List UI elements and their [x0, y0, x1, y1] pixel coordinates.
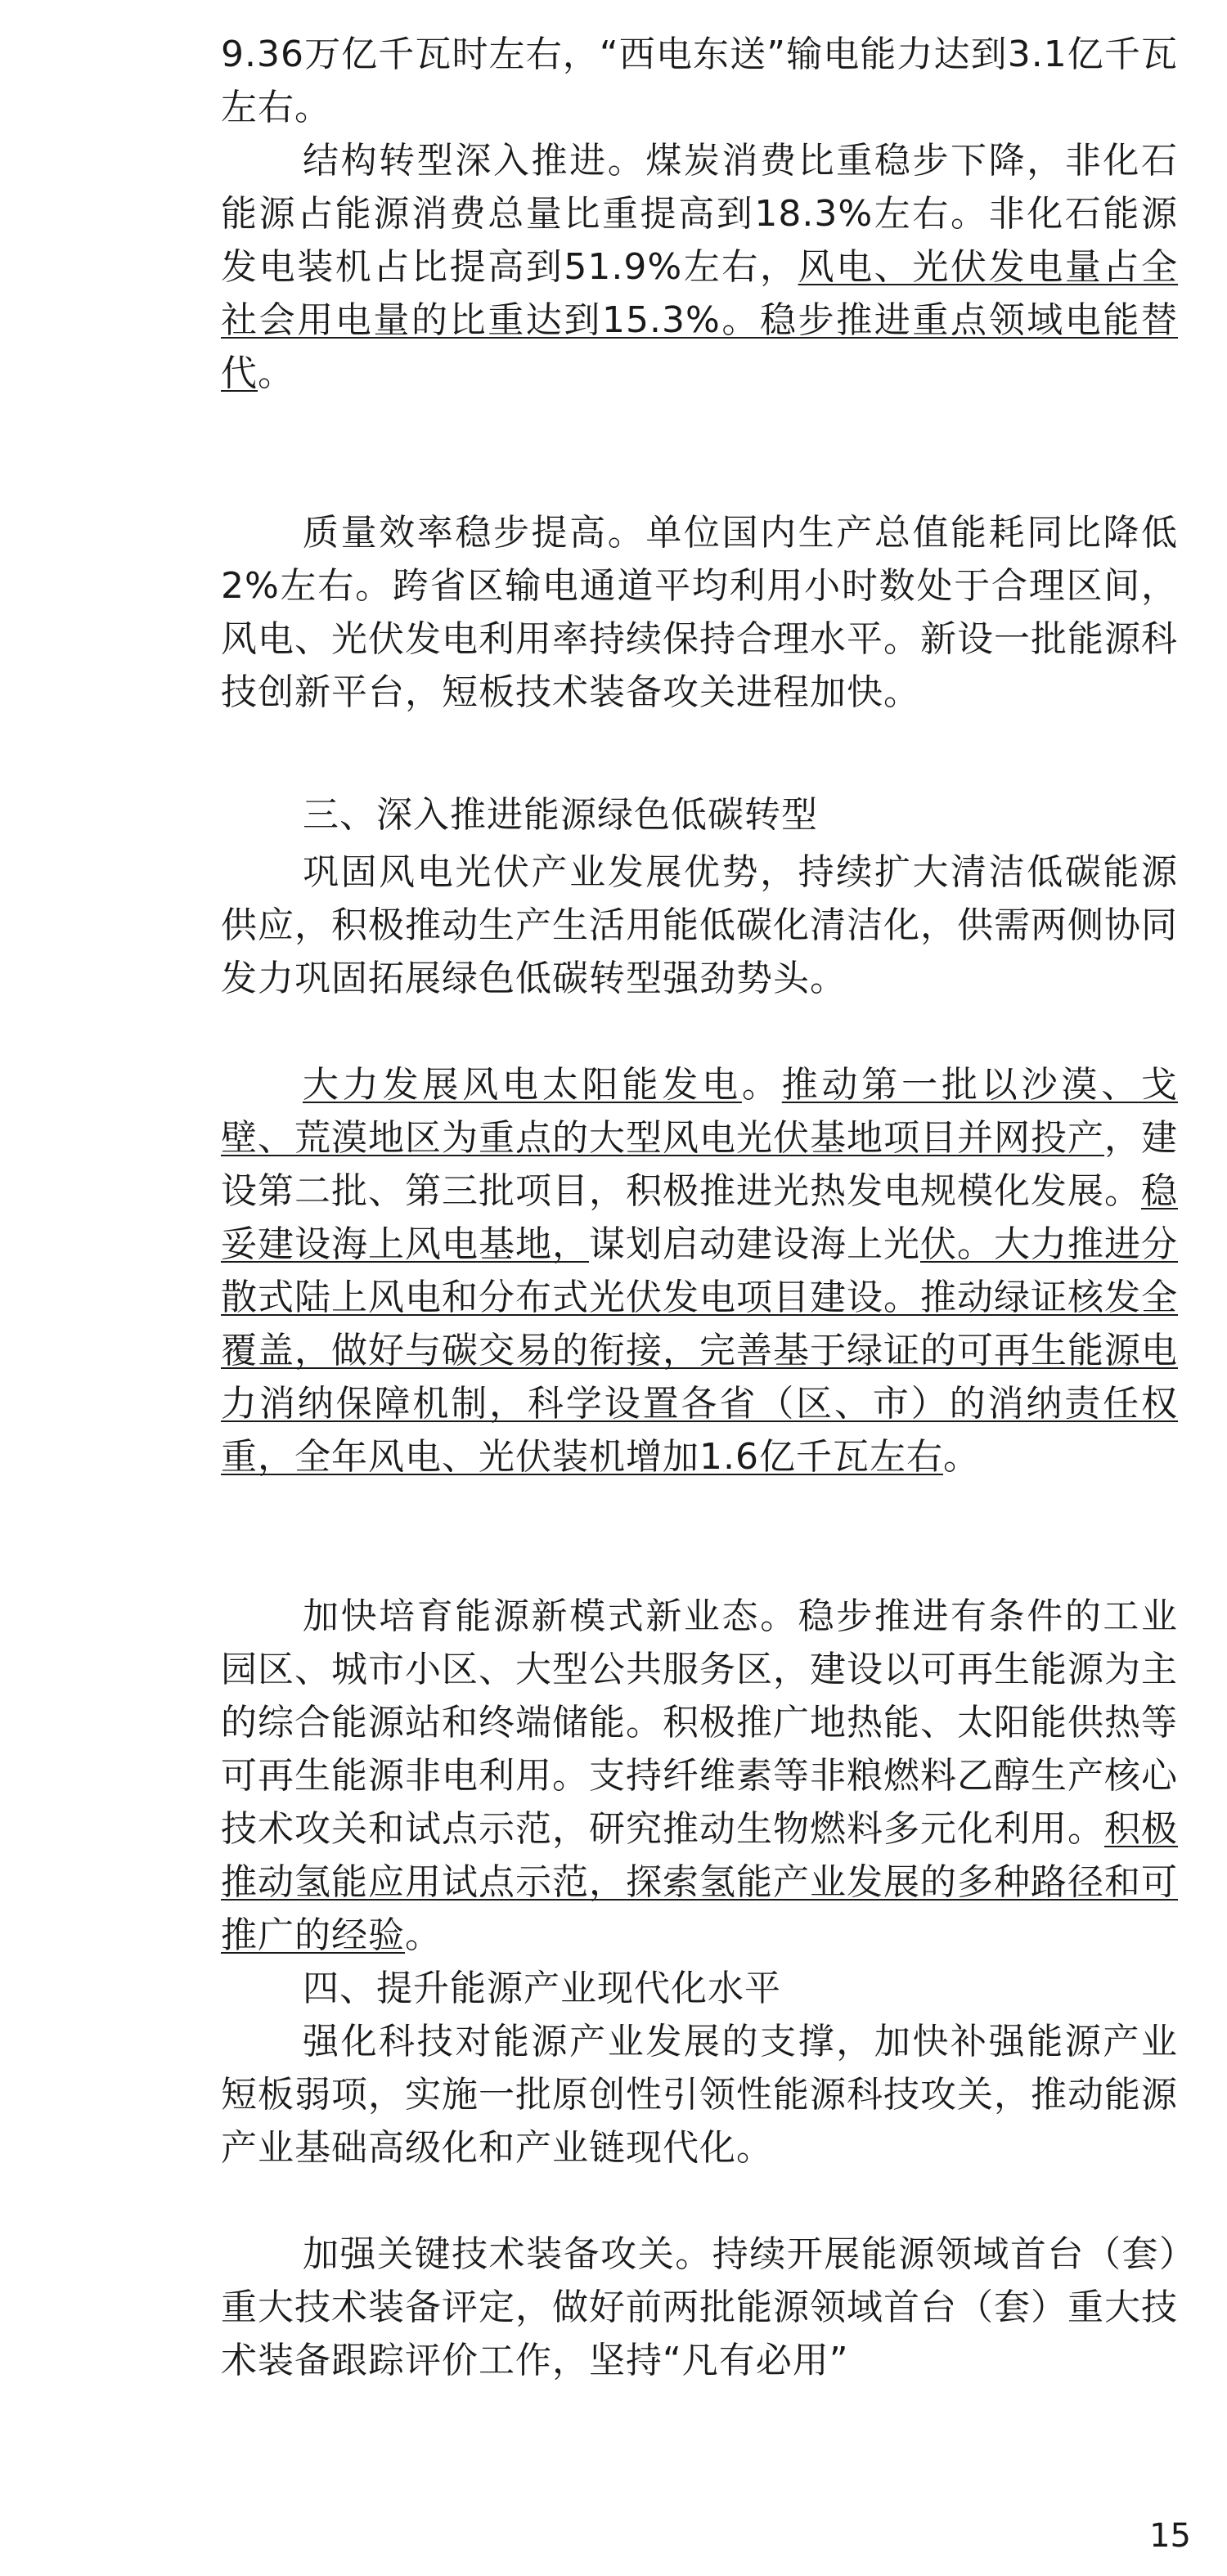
paragraph-structure-transition [221, 134, 1178, 400]
underlined-text: 推动第一批以沙漠、戈壁、荒漠地区为重点的大型风电光伏基地项目并网投产 [221, 1064, 1179, 1159]
underlined-text: 积极推动氢能应用试点示范，探索氢能产业发展的多种路径和可推广的经验 [221, 1808, 1178, 1956]
text-run: 结构转型深入推进。煤炭消费比重稳步下降，非化石能源占能源消费总量比重提高到18.3%左右。非化石能源发电装机占比提高到51.9%左右， [221, 140, 1178, 288]
text-run: 谋划启动建设海上光 [589, 1223, 920, 1265]
text-run: 强化科技对能源产业发展的支撑，加快补强能源产业短板弱项，实施一批原创性引领性能源科技攻关，推动能源产业基础高级化和产业链现代化。 [221, 2021, 1178, 2169]
paragraph-key-technology [221, 2228, 1178, 2387]
text-run: ，建设第二批、第三批项目，积极推进光热发电规模化发展。 [221, 1117, 1178, 1212]
page-number: 15 [1149, 2517, 1191, 2555]
text-run: 。 [942, 1436, 980, 1478]
underlined-text: 伏。大力推进分散式陆上风电和分布式光伏发电项目建设。推动绿证核发全覆盖，做好与碳交易的衔接，完善基于绿证的可再生能源电力消纳保障机制，科学设置各省（区、市）的消纳责任权重，全年风电、光伏装机增加1.6亿千瓦左右 [221, 1223, 1178, 1478]
paragraph-quality-efficiency [221, 506, 1178, 719]
paragraph-new-energy-modes [221, 1590, 1178, 1962]
underlined-text: 风电、光伏发电量占全社会用电量的比重达到15.3%。稳步推进重点领域电能替代 [221, 246, 1179, 394]
text-run: 质量效率稳步提高。单位国内生产总值能耗同比降低2%左右。跨省区输电通道平均利用小时数处于合理区间，风电、光伏发电利用率持续保持合理水平。新设一批能源科技创新平台，短板技术装备攻关进程加快。 [221, 512, 1178, 713]
section-heading-4: 四、提升能源产业现代化水平 [303, 1968, 781, 2009]
text-run: 。 [258, 352, 294, 394]
underlined-text: 大力发展风电太阳能发电 [303, 1064, 742, 1106]
paragraph-section-3-intro [221, 846, 1178, 1005]
text-run: 9.36万亿千瓦时左右，“西电东送”输电能力达到3.1亿千瓦左右。 [221, 34, 1179, 128]
underlined-text: 稳妥建设海上风电基地， [221, 1170, 1178, 1265]
paragraph-continued [221, 28, 1178, 134]
section-heading-3: 三、深入推进能源绿色低碳转型 [303, 794, 818, 836]
text-run: 。 [741, 1064, 782, 1106]
paragraph-section-4-intro [221, 2015, 1178, 2174]
text-run: 巩固风电光伏产业发展优势，持续扩大清洁低碳能源供应，积极推动生产生活用能低碳化清洁化，供需两侧协同发力巩固拓展绿色低碳转型强劲势头。 [221, 851, 1178, 999]
paragraph-wind-solar [221, 1058, 1178, 1483]
text-run: 加快培育能源新模式新业态。稳步推进有条件的工业园区、城市小区、大型公共服务区，建设以可再生能源为主的综合能源站和终端储能。积极推广地热能、太阳能供热等可再生能源非电利用。支持纤维素等非粮燃料乙醇生产核心技术攻关和试点示范，研究推动生物燃料多元化利用。 [221, 1595, 1178, 1850]
text-run: 。 [405, 1914, 442, 1956]
text-run: 加强关键技术装备攻关。持续开展能源领域首台（套）重大技术装备评定，做好前两批能源领域首台（套）重大技术装备跟踪评价工作，坚持“凡有必用” [221, 2233, 1178, 2381]
